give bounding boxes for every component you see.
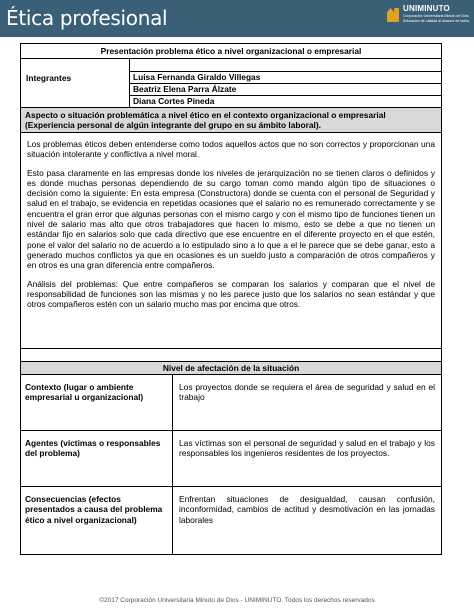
level-label: Agentes (víctimas o responsables del problema) <box>21 431 173 486</box>
member-name: Luisa Fernanda Giraldo Villegas <box>130 72 441 84</box>
integrantes-label: Integrantes <box>21 59 130 107</box>
level-text: Los proyectos donde se requiera el área de seguridad y salud en el trabajo <box>179 382 435 403</box>
level-text: Enfrentan situaciones de desigualdad, causan confusión, inconformidad, cambios de actitud y desmotivación en las jornadas laborales <box>179 494 435 525</box>
member-name: Beatriz Elena Parra Álzate <box>130 84 441 96</box>
logo-name: UNIMINUTO <box>403 4 450 13</box>
logo-subtitle: Corporación Universitaria Minuto de Dios <box>403 14 469 18</box>
nivel-heading: Nivel de afectación de la situación <box>20 362 442 375</box>
level-row-agentes <box>20 431 442 487</box>
problem-description <box>20 133 442 349</box>
uniminuto-logo-icon <box>387 8 399 22</box>
page-header <box>0 0 474 37</box>
members-list <box>130 59 441 107</box>
level-row-contexto <box>20 375 442 431</box>
level-row-consecuencias <box>20 487 442 555</box>
member-empty-cell <box>130 59 441 72</box>
aspect-heading: Aspecto o situación problemática a nivel ético en el contexto organizacional o empresarial (Experiencia personal de algún integrante del grupo en su ámbito laboral). <box>20 108 442 133</box>
member-name: Diana Cortes Pineda <box>133 96 215 106</box>
level-label: Consecuencias (efectos presentados a causa del problema ético a nivel organizacional) <box>21 487 173 554</box>
integrantes-row <box>20 59 442 108</box>
spacer-row <box>20 349 442 362</box>
page-title: Ética profesional <box>6 6 168 30</box>
paragraph: Análisis del problemas: Que entre compañeros se comparan los salarios y comparan que el nivel de responsabilidad de funciones son las mismas y no les parece justo que los salarios no sean estándar y que otros compañeros estén con un salario mucho mas por encima que otros. <box>27 278 435 310</box>
document-table <box>20 43 442 555</box>
paragraph: Los problemas éticos deben entenderse como todos aquellos actos que no son correctos y proporcionan una situación intolerante y conflictiva a nivel moral. <box>27 139 435 160</box>
table-title: Presentación problema ético a nivel organizacional o empresarial <box>20 43 442 59</box>
page-footer: ©2017 Corporación Universitaria Minuto de Dios - UNIMINUTO. Todos los derechos reservados <box>99 597 375 604</box>
paragraph: Esto pasa claramente en las empresas donde los niveles de jerarquización no se tienen claros o definidos y es donde muchas personas dependiendo de su cargo toman como mando algún tipo de situaciones o decisión como la siguiente: En esta empresa (Constructora) donde se cuenta con el personal de Seguridad y salud en el trabajo, se evidencia en repetidas ocasiones que el salario no es remunerado correctamente y se encuentra el gran error que algunas personas con el mismo cargo y con el mismo tipo de funciones tienen un nivel de salario mas alto que otros trabajadores que hacen lo mismo, esto se debe a que no tienen un estándar fijo en salarios solo que cada directivo que ese encuentre en el diferente proyecto en el que estén, pone el valor del salario no de acuerdo a lo estipulado sino a lo que a el le parece que se debe ganar, esto a generado muchos conflictos ya que en ocasiones es un sueldo justo a comparación de otros compañeros y en otros es una gran diferencia entre compañeros. <box>27 167 435 271</box>
logo-tagline: Educación de calidad al alcance de todos <box>403 19 470 23</box>
level-label: Contexto (lugar o ambiente empresarial u organizacional) <box>21 375 173 430</box>
level-text: Las víctimas son el personal de seguridad y salud en el trabajo y los responsables los ingenieros residentes de los proyectos. <box>179 438 435 459</box>
